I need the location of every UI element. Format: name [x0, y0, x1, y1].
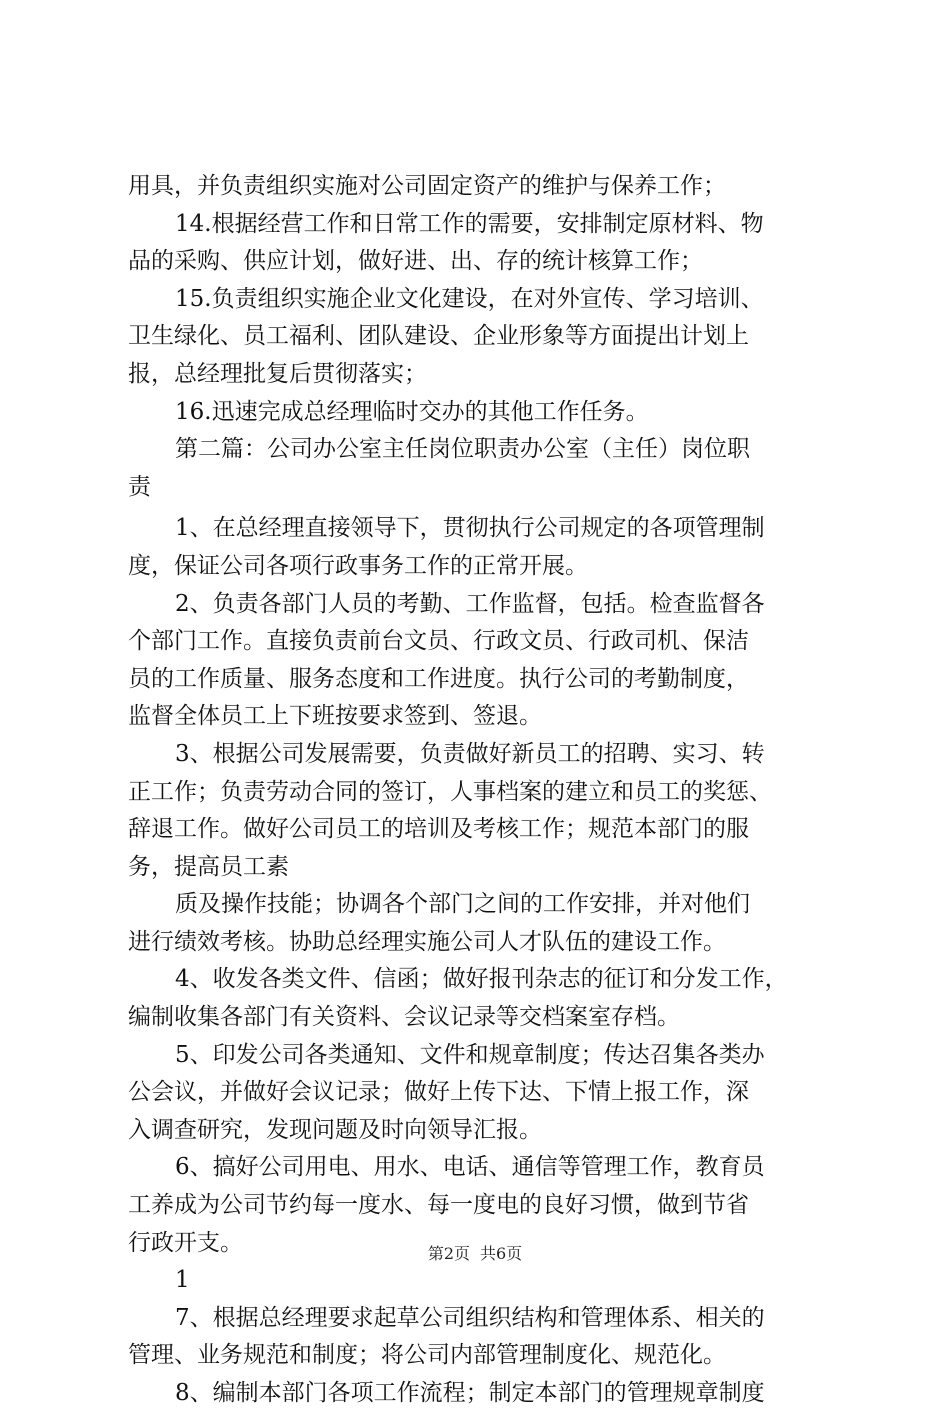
page-total: 共6页 [480, 1244, 523, 1263]
text-line: 品的采购、供应计划，做好进、出、存的统计核算工作； [128, 248, 703, 275]
page-footer [0, 1244, 950, 1264]
text-line: 卫生绿化、员工福利、团队建设、企业形象等方面提出计划上 [128, 323, 749, 350]
text-line: 5、印发公司各类通知、文件和规章制度；传达召集各类办 [175, 1041, 765, 1068]
text-line: 2、负责各部门人员的考勤、工作监督，包括。检查监督各 [175, 590, 765, 617]
text-line: 辞退工作。做好公司员工的培训及考核工作；规范本部门的服 [128, 816, 749, 843]
text-line: 进行绩效考核。协助总经理实施公司人才队伍的建设工作。 [128, 928, 726, 955]
text-line: 8、编制本部门各项工作流程；制定本部门的管理规章制度 [175, 1380, 765, 1406]
text-line: 3、根据公司发展需要，负责做好新员工的招聘、实习、转 [175, 740, 765, 767]
text-line: 管理、业务规范和制度；将公司内部管理制度化、规范化。 [128, 1342, 726, 1369]
text-line: 7、根据总经理要求起草公司组织结构和管理体系、相关的 [175, 1304, 765, 1331]
text-line: 监督全体员工上下班按要求签到、签退。 [128, 703, 542, 730]
page-number: 第2页 [427, 1244, 470, 1263]
text-line: 编制收集各部门有关资料、会议记录等交档案室存档。 [128, 1004, 680, 1031]
text-line: 公会议，并做好会议记录；做好上传下达、下情上报工作，深 [128, 1079, 749, 1106]
text-line: 员的工作质量、服务态度和工作进度。执行公司的考勤制度， [128, 665, 749, 692]
document-body [128, 168, 833, 1413]
text-line: 15.负责组织实施企业文化建设，在对外宣传、学习培训、 [175, 285, 764, 312]
text-line: 4、收发各类文件、信函；做好报刊杂志的征订和分发工作， [175, 966, 788, 993]
text-line: 正工作；负责劳动合同的签订，人事档案的建立和员工的奖惩、 [128, 778, 772, 805]
section-title-line: 责 [128, 473, 151, 500]
text-line: 6、搞好公司用电、用水、电话、通信等管理工作，教育员 [175, 1154, 765, 1181]
text-line: 14.根据经营工作和日常工作的需要，安排制定原材料、物 [175, 210, 764, 237]
text-line: 报，总经理批复后贯彻落实； [128, 360, 427, 387]
text-line: 工养成为公司节约每一度水、每一度电的良好习惯，做到节省 [128, 1192, 749, 1219]
section-title-line: 第二篇：公司办公室主任岗位职责办公室（主任）岗位职 [175, 436, 750, 463]
text-line: 入调查研究，发现问题及时向领导汇报。 [128, 1116, 542, 1143]
text-line: 行政开支。 [128, 1229, 243, 1256]
text-line: 质及操作技能；协调各个部门之间的工作安排，并对他们 [175, 891, 750, 918]
inline-page-number: 1 [175, 1267, 190, 1294]
text-line: 务，提高员工素 [128, 853, 289, 880]
text-line: 用具，并负责组织实施对公司固定资产的维护与保养工作； [128, 173, 726, 199]
text-line: 个部门工作。直接负责前台文员、行政文员、行政司机、保洁 [128, 628, 749, 655]
text-line: 度，保证公司各项行政事务工作的正常开展。 [128, 552, 588, 579]
text-line: 1、在总经理直接领导下，贯彻执行公司规定的各项管理制 [175, 515, 765, 542]
text-line: 16.迅速完成总经理临时交办的其他工作任务。 [175, 398, 649, 425]
